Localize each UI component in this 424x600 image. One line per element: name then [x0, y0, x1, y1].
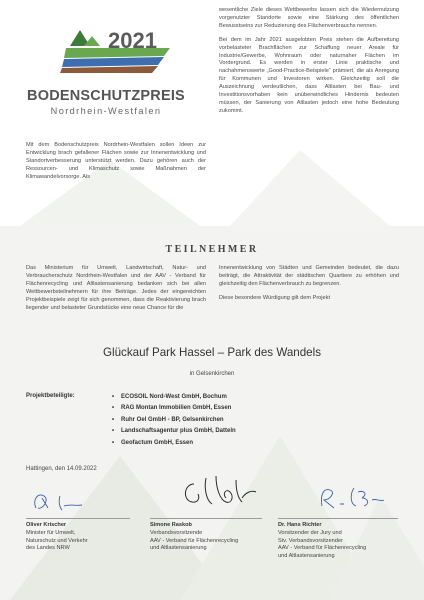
signer-role-line: Naturschutz und Verkehr: [26, 537, 88, 544]
signer-richter: [278, 522, 366, 561]
signature-line: [278, 518, 398, 519]
body-left-text: Das Ministerium für Umwelt, Landwirtschaft, Natur- und Verbraucherschutz Nordrhein-Westfalen und der AAV - Verband für Flächenrecycling und Altlastensanierung bedanken sich bei allen Wettbewerbsteilnehmern für ihre Beiträge. Jedes der eingereichten Projektbeispiele zeigt für sich genommen, dass die Reaktivierung brach liegender und belasteter Grundstücke eine neue Chance für die: [26, 265, 206, 311]
signer-name: Dr. Hans Richter: [278, 522, 322, 528]
signature-line: [26, 518, 130, 519]
body-right-paragraph-1: Innenentwicklung von Städten und Gemeinden bedeutet, die dazu beiträgt, die Attraktivität der städtischen Quartiere zu erhöhen und gleichzeitig den Flächenverbrauch zu begrenzen.: [219, 265, 399, 287]
body-left-column: [26, 265, 206, 318]
signer-role-line: Minister für Umwelt,: [26, 529, 76, 536]
signer-role-line: und Altlastensanierung: [150, 545, 207, 552]
intro-right-column: [219, 7, 399, 122]
participant-item: • ECOSOIL Nord-West GmbH, Bochum: [112, 392, 236, 403]
signer-role-line: Verbandsvorsitzende: [150, 529, 203, 536]
signature-richter: [314, 480, 394, 514]
signer-role-line: des Landes NRW: [26, 545, 70, 552]
signer-raskob: [150, 522, 238, 553]
section-heading: TEILNEHMER: [165, 244, 259, 255]
logo-year: 2021: [108, 28, 157, 53]
participants-list: [112, 392, 236, 449]
signature-raskob: [176, 470, 266, 514]
participant-item: • Ruhr Oel GmbH - BP, Gelsenkirchen: [112, 415, 236, 426]
intro-left-column: [26, 142, 206, 188]
intro-right-paragraph-1: wesentliche Ziele dieses Wettbewerbs lassen sich die Wiedernutzung vorgenutzter Standorte sowie eine Stärkung des öffentlichen Bewusstseins zur Reduzierung des Flächenverbrauchs nennen.: [219, 7, 399, 29]
signer-name: Oliver Krischer: [26, 522, 67, 528]
intro-right-paragraph-2: Bei dem im Jahr 2021 ausgelobten Preis stehen die Aufbereitung vorbelasteter Brachflächen zur Schaffung neuer Areale für Industrie/Gewerbe, Wohnraum oder naturnaher Flächen im Vordergrund. Es werden in erster Linie praktische und nachahmenswerte „Good-Practice-Beispiele“ prämiert, die als Anregung für Kommunen und Investoren wirken. Gleichzeitig soll die Auszeichnung verdeutlichen, dass Altlasten bei Bau- und Investitionsvorhaben kein unüberwindliches Hindernis bedeuten müssen, der Sanierung von Altlasten jedoch eine hohe Bedeutung zukommt.: [219, 36, 399, 114]
signer-role-line: Stv. Verbandsvorsitzender: [278, 537, 343, 544]
participants-label: Projektbeteiligte:: [26, 393, 75, 399]
project-title: Glückauf Park Hassel – Park des Wandels: [102, 346, 321, 359]
signature-line: [150, 518, 262, 519]
project-location: in Gelsenkirchen: [189, 371, 235, 377]
body-right-paragraph-2: Diese besondere Würdigung gilt dem Projekt: [219, 294, 331, 301]
signer-krischer: [26, 522, 88, 553]
participant-item: • Landschaftsagentur plus GmbH, Datteln: [112, 426, 236, 437]
signer-role-line: Vorsitzender der Jury und: [278, 529, 342, 536]
signer-role-line: und Altlastensanierung: [278, 553, 335, 560]
signature-krischer: [30, 486, 100, 516]
logo-title: BODENSCHUTZPREIS: [27, 88, 185, 104]
signer-role-line: AAV - Verband für Flächenrecycling: [150, 537, 239, 544]
logo-subtitle: Nordrhein-Westfalen: [50, 106, 162, 116]
body-right-column: [219, 265, 399, 309]
signer-name: Simone Raskob: [150, 522, 192, 528]
participant-item: • RAG Montan Immobilien GmbH, Essen: [112, 403, 236, 414]
intro-left-text: Mit dem Bodenschutzpreis Nordrhein-Westfalen sollen Ideen zur Entwicklung brach gefallener Flächen sowie zur Innenentwicklung und Standortverbesserung unterstützt werden. Dazu gehören auch der Ressourcen- und Klimaschutz sowie Maßnahmen der Klimawandelvorsorge. Als: [26, 142, 206, 180]
date-line: Hattingen, den 14.09.2022: [26, 466, 97, 472]
signer-role-line: AAV - Verband für Flächenrecycling: [278, 545, 367, 552]
participant-item: • Geofactum GmbH, Essen: [112, 438, 236, 449]
